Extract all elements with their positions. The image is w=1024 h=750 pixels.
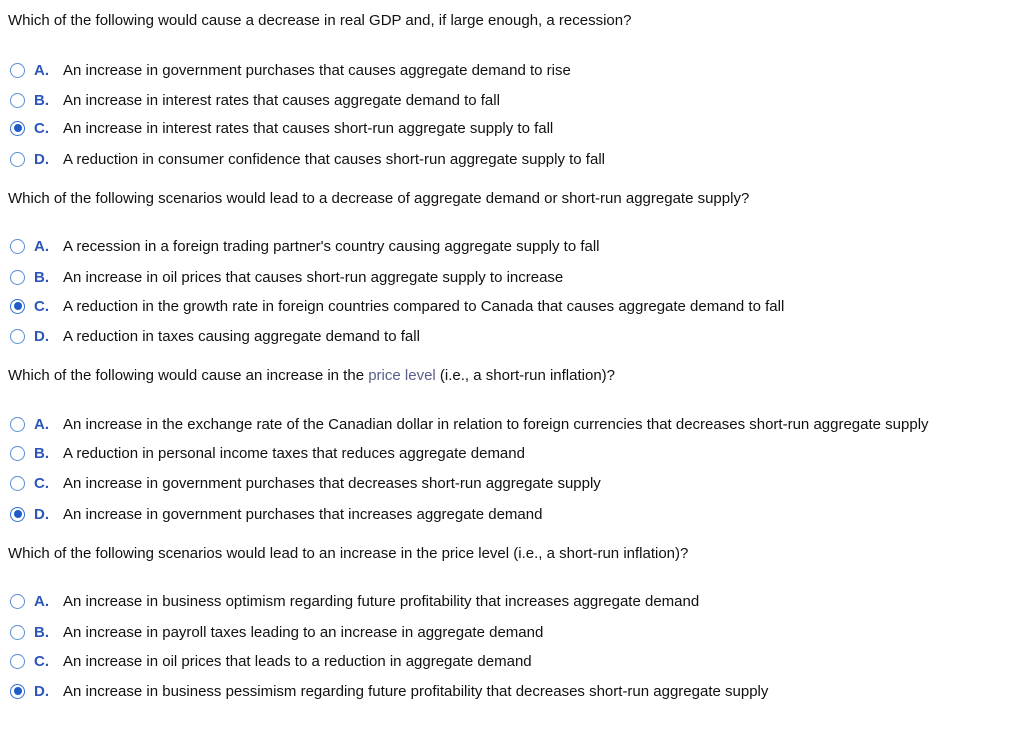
radio-dot-icon bbox=[14, 510, 22, 518]
option-label: A reduction in personal income taxes that reduces aggregate demand bbox=[63, 444, 525, 462]
option-label: An increase in business pessimism regarding future profitability that decreases short-run aggregate supply bbox=[63, 682, 769, 700]
option-label: A reduction in taxes causing aggregate demand to fall bbox=[63, 327, 420, 345]
option-letter: A. bbox=[34, 415, 49, 433]
radio-selected-icon[interactable] bbox=[10, 299, 25, 314]
option-letter: C. bbox=[34, 297, 49, 315]
radio-unselected-icon[interactable] bbox=[10, 329, 25, 344]
question-1-option-d[interactable] bbox=[10, 149, 605, 169]
question-1-text: Which of the following would cause a decrease in real GDP and, if large enough, a recession? bbox=[8, 12, 632, 29]
radio-selected-icon[interactable] bbox=[10, 684, 25, 699]
option-label: An increase in business optimism regarding future profitability that increases aggregate demand bbox=[63, 592, 700, 610]
option-letter: B. bbox=[34, 623, 49, 641]
question-3-text bbox=[8, 367, 615, 385]
option-letter: A. bbox=[34, 592, 49, 610]
question-2-option-a[interactable] bbox=[10, 236, 600, 256]
option-label: An increase in oil prices that causes short-run aggregate supply to increase bbox=[63, 268, 564, 286]
option-letter: A. bbox=[34, 237, 49, 255]
radio-unselected-icon[interactable] bbox=[10, 594, 25, 609]
option-letter: D. bbox=[34, 327, 49, 345]
question-1-option-b[interactable] bbox=[10, 90, 500, 110]
radio-unselected-icon[interactable] bbox=[10, 270, 25, 285]
option-letter: B. bbox=[34, 444, 49, 462]
question-4-option-a[interactable] bbox=[10, 591, 699, 611]
radio-unselected-icon[interactable] bbox=[10, 476, 25, 491]
question-2-text: Which of the following scenarios would lead to a decrease of aggregate demand or short-run aggregate supply? bbox=[8, 190, 750, 207]
radio-unselected-icon[interactable] bbox=[10, 152, 25, 167]
option-letter: D. bbox=[34, 505, 49, 523]
glossary-term-price-level[interactable]: price level bbox=[368, 367, 436, 384]
radio-dot-icon bbox=[14, 124, 22, 132]
question-1-option-a[interactable] bbox=[10, 60, 571, 80]
radio-selected-icon[interactable] bbox=[10, 121, 25, 136]
option-letter: C. bbox=[34, 474, 49, 492]
question-3-text-end: (i.e., a short-run inflation)? bbox=[435, 367, 615, 384]
radio-unselected-icon[interactable] bbox=[10, 93, 25, 108]
radio-dot-icon bbox=[14, 687, 22, 695]
option-label: An increase in interest rates that causes short-run aggregate supply to fall bbox=[63, 119, 554, 137]
question-3-option-c[interactable] bbox=[10, 473, 601, 493]
question-3-option-b[interactable] bbox=[10, 443, 525, 463]
question-1-option-c[interactable] bbox=[10, 118, 553, 138]
radio-selected-icon[interactable] bbox=[10, 507, 25, 522]
radio-unselected-icon[interactable] bbox=[10, 417, 25, 432]
question-2-option-d[interactable] bbox=[10, 326, 420, 346]
option-letter: C. bbox=[34, 119, 49, 137]
question-4-text: Which of the following scenarios would lead to an increase in the price level (i.e., a short-run inflation)? bbox=[8, 545, 689, 562]
radio-dot-icon bbox=[14, 302, 22, 310]
option-label: A reduction in the growth rate in foreign countries compared to Canada that causes aggregate demand to fall bbox=[63, 297, 785, 315]
question-3-option-d[interactable] bbox=[10, 504, 542, 524]
radio-unselected-icon[interactable] bbox=[10, 239, 25, 254]
option-letter: D. bbox=[34, 682, 49, 700]
option-label: An increase in interest rates that causes aggregate demand to fall bbox=[63, 91, 500, 109]
radio-unselected-icon[interactable] bbox=[10, 654, 25, 669]
option-label: A recession in a foreign trading partner's country causing aggregate supply to fall bbox=[63, 237, 600, 255]
question-3-text-start: Which of the following would cause an increase in the bbox=[8, 367, 369, 384]
option-label: An increase in oil prices that leads to a reduction in aggregate demand bbox=[63, 652, 532, 670]
question-4-option-b[interactable] bbox=[10, 622, 543, 642]
option-label: An increase in government purchases that decreases short-run aggregate supply bbox=[63, 474, 601, 492]
option-label: A reduction in consumer confidence that causes short-run aggregate supply to fall bbox=[63, 150, 605, 168]
option-letter: C. bbox=[34, 652, 49, 670]
option-label: An increase in government purchases that causes aggregate demand to rise bbox=[63, 61, 571, 79]
radio-unselected-icon[interactable] bbox=[10, 63, 25, 78]
question-3-option-a[interactable] bbox=[10, 414, 929, 434]
option-letter: A. bbox=[34, 61, 49, 79]
option-letter: B. bbox=[34, 268, 49, 286]
option-label: An increase in government purchases that increases aggregate demand bbox=[63, 505, 543, 523]
option-label: An increase in the exchange rate of the Canadian dollar in relation to foreign currencies that decreases short-run aggregate supply bbox=[63, 415, 929, 433]
option-letter: B. bbox=[34, 91, 49, 109]
radio-unselected-icon[interactable] bbox=[10, 625, 25, 640]
option-label: An increase in payroll taxes leading to an increase in aggregate demand bbox=[63, 623, 544, 641]
question-4-option-d[interactable] bbox=[10, 681, 768, 701]
question-4-option-c[interactable] bbox=[10, 651, 532, 671]
question-2-option-b[interactable] bbox=[10, 267, 563, 287]
question-2-option-c[interactable] bbox=[10, 296, 784, 316]
option-letter: D. bbox=[34, 150, 49, 168]
radio-unselected-icon[interactable] bbox=[10, 446, 25, 461]
